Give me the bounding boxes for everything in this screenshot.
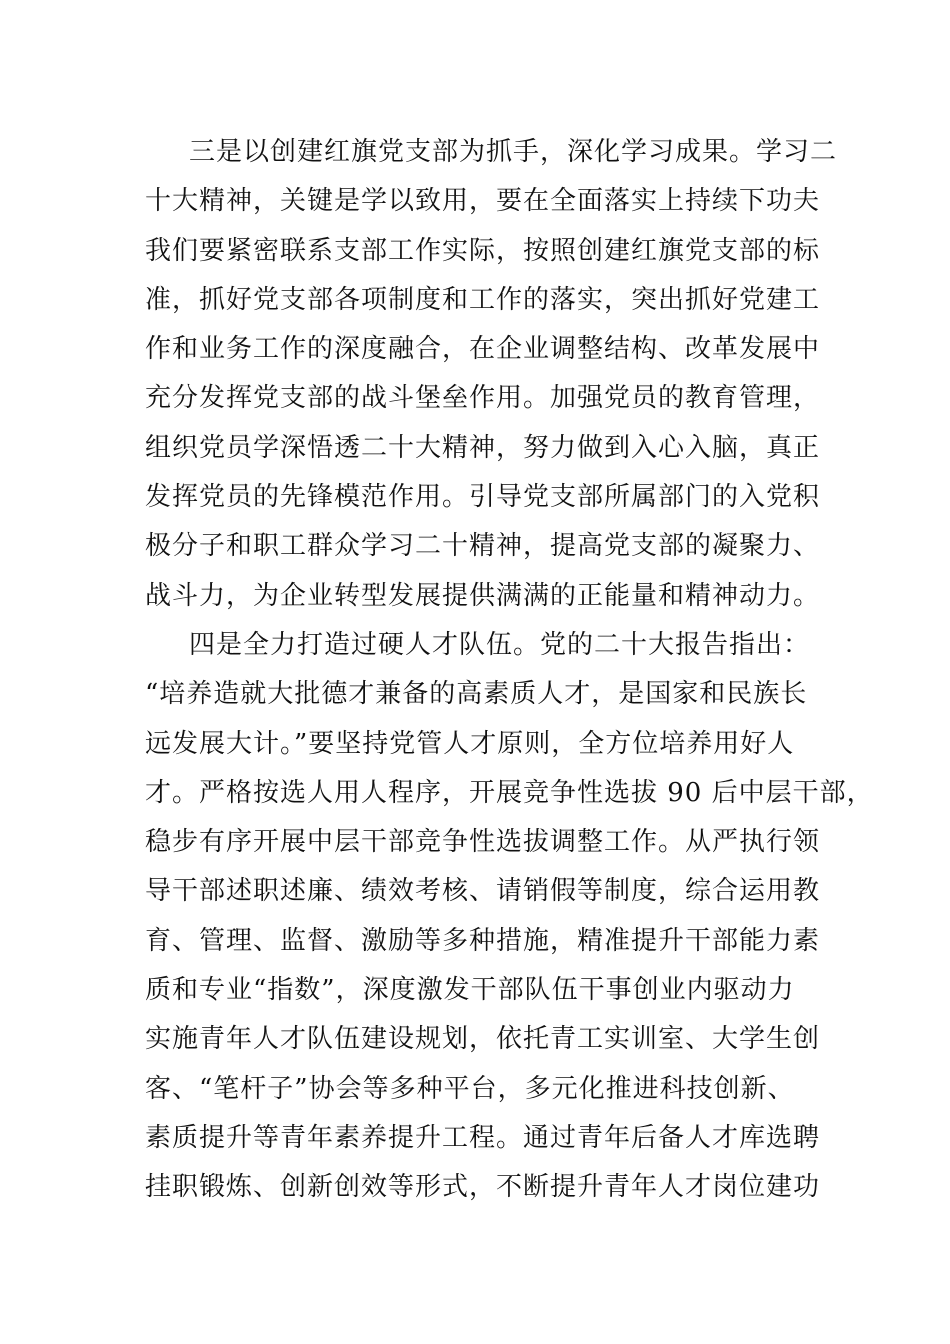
paragraph-1-line: 发挥党员的先锋模范作用。引导党支部所属部门的入党积 bbox=[145, 482, 821, 513]
paragraph-2-line: 实施青年人才队伍建设规划，依托青工实训室、大学生创 bbox=[145, 1024, 821, 1055]
paragraph-1-line: 充分发挥党支部的战斗堡垒作用。加强党员的教育管理， bbox=[145, 383, 821, 414]
paragraph-2-line: 四是全力打造过硬人才队伍。党的二十大报告指出： bbox=[189, 629, 811, 660]
paragraph-2-line: 远发展大计。”要坚持党管人才原则，全方位培养用好人 bbox=[145, 728, 795, 759]
paragraph-1-line: 三是以创建红旗党支部为抓手，深化学习成果。学习二 bbox=[189, 137, 838, 167]
paragraph-2-line: 挂职锻炼、创新创效等形式，不断提升青年人才岗位建功 bbox=[145, 1172, 821, 1203]
paragraph-2-line: 育、管理、监督、激励等多种措施，精准提升干部能力素 bbox=[145, 925, 821, 956]
paragraph-2-line: “培养造就大批德才兼备的高素质人才，是国家和民族长 bbox=[145, 679, 808, 710]
paragraph-1-line: 十大精神，关键是学以致用，要在全面落实上持续下功夫 bbox=[145, 186, 821, 217]
paragraph-1-line: 作和业务工作的深度融合，在企业调整结构、改革发展中 bbox=[145, 334, 821, 365]
paragraph-2-line: 质和专业“指数”，深度激发干部队伍干事创业内驱动力 bbox=[145, 975, 795, 1006]
paragraph-2-line: 客、“笔杆子”协会等多种平台，多元化推进科技创新、 bbox=[145, 1073, 795, 1104]
paragraph-2-line: 稳步有序开展中层干部竞争性选拔调整工作。从严执行领 bbox=[145, 827, 821, 858]
paragraph-1-line: 我们要紧密联系支部工作实际，按照创建红旗党支部的标 bbox=[145, 235, 821, 266]
paragraph-1-line: 准，抓好党支部各项制度和工作的落实，突出抓好党建工 bbox=[145, 284, 821, 315]
document-body bbox=[145, 128, 874, 1213]
paragraph-2-line: 导干部述职述廉、绩效考核、请销假等制度，综合运用教 bbox=[145, 876, 821, 907]
paragraph-1-line: 战斗力，为企业转型发展提供满满的正能量和精神动力。 bbox=[145, 580, 821, 611]
paragraph-2-line: 素质提升等青年素养提升工程。通过青年后备人才库选聘 bbox=[145, 1122, 821, 1153]
paragraph-2-line: 才。严格按选人用人程序，开展竞争性选拔 90 后中层干部， bbox=[145, 777, 874, 808]
paragraph-1-line: 极分子和职工群众学习二十精神，提高党支部的凝聚力、 bbox=[145, 531, 821, 562]
paragraph-1-line: 组织党员学深悟透二十大精神，努力做到入心入脑，真正 bbox=[145, 432, 821, 463]
